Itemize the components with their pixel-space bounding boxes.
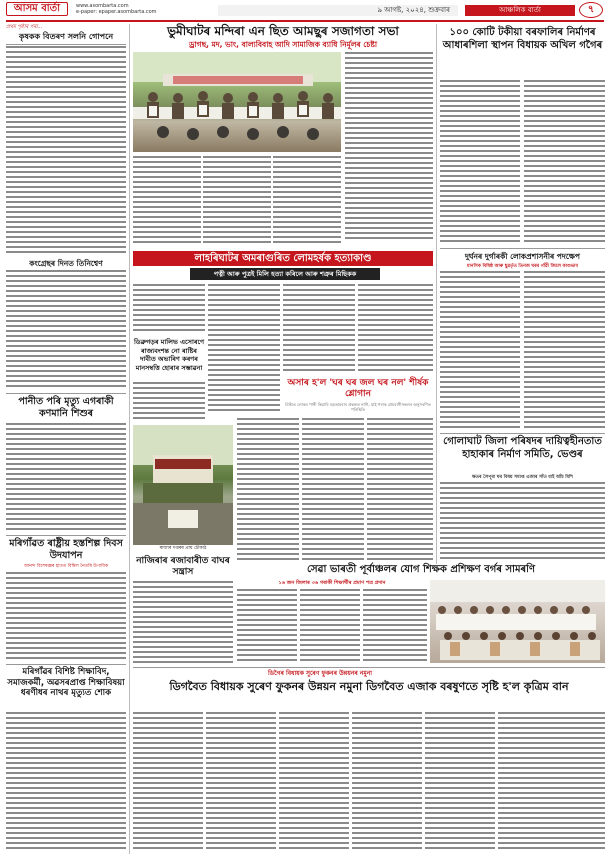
story-body-krishak xyxy=(6,46,126,256)
story-body-digboi-4 xyxy=(352,712,422,852)
story-body-golaghat xyxy=(440,482,605,560)
story-sub-golaghat: ক্ষতৰ লৈপূৰা ঘৰ বিষয় সমাপ্ত এজাৰ সাঁত ধাই আঁচ মিশি xyxy=(472,475,573,480)
story-body-dibrugarh xyxy=(133,382,205,422)
story-body-digboi-2 xyxy=(206,712,276,852)
story-body-murder-2 xyxy=(208,284,280,414)
murder-banner-sub: পত্নী আৰু পুত্ৰই মিলি হত্যা কৰিলে আৰু শত্ৰুৰ মিছিকক xyxy=(190,268,380,280)
story-sub-admin: মানসিক বিষিষ্ঠ আৰু ছুৱৰ্তৃত তিনজ ঘৰৰ গাঁৱী জিলে কাণ্ডভাব xyxy=(467,264,578,269)
story-title-krishak: কৃষকক বিতৰণ সলনি গোপনে xyxy=(18,32,114,41)
story-body-admin-2 xyxy=(524,271,605,431)
story-body-digboi-5 xyxy=(425,712,495,852)
story-title-golaghat: গোলাঘাট জিলা পৰিষদৰ দায়িত্বহীনতাত হাহাকাৰ নিৰ্মাণ সমিতি, ভেণ্ডৰ xyxy=(443,436,602,460)
photo-meeting xyxy=(133,52,341,152)
issue-date: ৯ আগষ্ট, ২০২৪, শুক্ৰবাৰ xyxy=(218,5,458,16)
story-body-digboi-3 xyxy=(279,712,349,852)
story-body-murder-3 xyxy=(283,284,355,374)
story-body-water-2 xyxy=(302,418,364,560)
story-body-meeting-2 xyxy=(203,156,271,246)
seva-headline: সেৱা ভাৰতী পূৰ্বাঞ্চলৰ যোগ শিক্ষক প্ৰশিক্ষণ বৰ্গৰ সামৰণি xyxy=(306,564,536,575)
story-title-congress: কংগ্ৰেছৰ দিনত তিনিশ্বেণ xyxy=(29,259,103,268)
story-body-seva-2 xyxy=(300,589,360,661)
story-body-right-1 xyxy=(440,80,520,245)
story-body-digboi-6 xyxy=(498,712,605,852)
story-title-obituary: মৰিগাঁৱৰ বিশিষ্ট শিক্ষাবিদ, সমাজকৰ্মী, অৱসৰপ্ৰাপ্ত শিক্ষাবিষয়া ধৰণীধৰ নাথৰ মৃত্যুত শোক xyxy=(7,667,125,698)
continued-tag: প্ৰথম পৃষ্ঠাৰ পৰা... xyxy=(6,24,43,30)
story-body-water-3 xyxy=(367,418,433,560)
divider xyxy=(440,433,605,434)
main-subheadline: ড্ৰাগছ, মদ, ভাং, বাল্যবিবাহ আদি সামাজিক ব্যাধি নিৰ্মূলৰ চেষ্টা xyxy=(188,40,378,49)
story-body-meeting-right xyxy=(345,52,433,242)
divider xyxy=(6,664,126,665)
right-headline: ১০০ কোটি টকীয়া বৰফালিৰ নিৰ্মাণৰ আধাৰশিলা স্থাপন বিধায়ক অখিল গগৈৰ xyxy=(442,27,603,51)
story-body-meeting-1 xyxy=(133,156,201,246)
story-body-murder-1 xyxy=(133,284,205,334)
story-body-seva-3 xyxy=(363,589,427,661)
column-divider xyxy=(129,24,130,854)
divider xyxy=(6,44,126,45)
divider xyxy=(133,667,605,668)
newspaper-logo: আসম বাৰ্তা xyxy=(6,2,68,16)
story-body-drowning xyxy=(6,423,126,533)
story-body-right-2 xyxy=(524,80,605,245)
digboi-headline: ডিগবৈত বিধায়ক সুৰেণ ফুকনৰ উন্নয়ন নমুনা ডিগবৈত এজাক বৰষুণতে সৃষ্টি হ'ল কৃত্ৰিম বান xyxy=(169,680,569,693)
divider xyxy=(6,393,126,394)
story-title-handloom: মৰিগাঁৱত ৰাষ্ট্ৰীয় হস্তশিল্প দিবস উদযাপন xyxy=(9,538,123,561)
section-label: আঞ্চলিক বাৰ্তা xyxy=(465,5,575,16)
column-divider xyxy=(436,24,437,564)
digboi-kicker: ডিগৈৰ বিধায়ক সুৰেণ ফুকনৰ উন্নয়নৰ নমুনা xyxy=(267,670,373,677)
story-title-drowning: পানীত পৰি মৃত্যু এগৰাকী কণমানি শিশুৰ xyxy=(18,396,114,419)
page-number: ৭ xyxy=(579,2,603,18)
quote-headline: অসাৰ হ'ল 'ঘৰ ঘৰ জল ঘৰ নল' শীৰ্ষক শ্লোগান xyxy=(287,378,429,399)
header-rule xyxy=(6,20,604,22)
story-body-murder-4 xyxy=(358,284,433,374)
story-body-water-1 xyxy=(237,418,299,560)
seva-sub: ১৬ জন জিলাৰ ৩৬ গৰাকী শিক্ষাৰ্থীৰ প্ৰমাণ পত্ৰ প্ৰদান xyxy=(278,580,386,586)
story-body-obituary xyxy=(6,712,126,852)
story-body-meeting-3 xyxy=(273,156,341,246)
murder-banner-title: লাহৰিঘাটৰ অমৰাগুৰিত লোমহৰ্ষক হত্যাকাণ্ড xyxy=(133,251,433,266)
story-body-admin-1 xyxy=(440,271,520,431)
quote-sub: মিশ্ৰিত লোকৰ পানী কিয়ামি বড়তামবাৰ প্ৰকল্পত নাগি, যাই গৰাক গ্ৰামবাসীসকলৰ অনুসৰণিত পৰিস্থিতি xyxy=(285,402,431,412)
story-title-nazira: নাজিৰাৰ ৰজাবাৰীত বাঘৰ সন্ত্ৰাস xyxy=(136,556,230,577)
website-info xyxy=(76,3,157,15)
story-sub-handloom: আনন্দ বিশেষজ্ঞৰ হাতত বিশ্বিল নৈতৰি উপাধিক xyxy=(23,564,109,569)
story-body-nazira xyxy=(133,581,233,663)
photo-group-seva xyxy=(430,580,605,663)
story-body-handloom xyxy=(6,572,126,662)
story-body-congress xyxy=(6,270,126,390)
story-title-dibrugarh: ডিব্ৰুগড়ৰ মালিভ এসোৰণে ৰাজ্যবংশন্ত নো ৰাষ্টিৰ দাবীত অভাৰিণ কৰণৰ মানসম্বত্তি হোৰাৰ সম্ভাৱনা xyxy=(133,338,205,372)
epaper-url: e-paper: epaper.asombarta.com xyxy=(76,9,157,15)
divider xyxy=(440,248,605,249)
court-caption: ৰাজ্যৰ দপ্তৰৰ প্ৰায় চৌকাঠ xyxy=(159,546,207,551)
website-url: www.asombarta.com xyxy=(76,3,129,9)
story-body-seva-1 xyxy=(237,589,297,661)
photo-court xyxy=(133,425,233,545)
divider xyxy=(6,535,126,536)
story-body-digboi-1 xyxy=(133,712,203,852)
story-title-admin: দুৰ্ঘনৰ দুৰ্গাৰকী লোকপ্ৰশাসনীৰ পদক্ষেপ xyxy=(464,252,581,261)
main-headline: ভুমীঘাটৰ মন্দিৰা এন ছিত আমছুৰ সজাগতা সভা xyxy=(167,24,399,38)
